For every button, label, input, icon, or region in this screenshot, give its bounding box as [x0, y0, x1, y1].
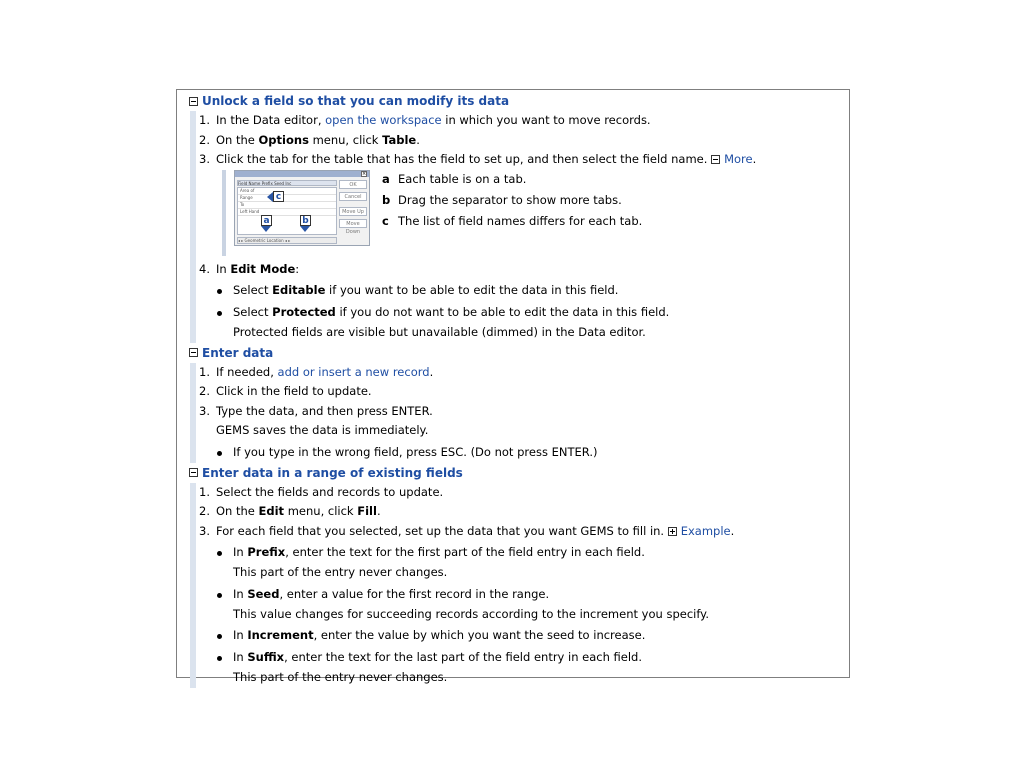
note-text-row [196, 668, 849, 688]
text: : [295, 261, 300, 276]
step-number: 1. [199, 113, 210, 127]
text: On the [216, 132, 259, 147]
step-item [196, 382, 849, 402]
step-item [196, 522, 849, 542]
callout-arrow [261, 226, 271, 232]
text: In [233, 586, 248, 601]
note-text: This value changes for succeeding records according to the increment you specify. [233, 606, 710, 621]
step-number: 3. [199, 523, 210, 538]
step-number: 1. [199, 484, 210, 499]
step-text [216, 111, 651, 131]
step-text [216, 502, 381, 522]
step-text [216, 363, 433, 383]
expand-icon[interactable] [668, 527, 677, 536]
step-number: 2. [199, 384, 210, 398]
bullet-icon [217, 441, 222, 463]
collapse-icon[interactable] [189, 97, 198, 106]
thumb-tabs: ◂ ▸ Geometric Location ◂ ▸ [237, 237, 337, 244]
section-header[interactable] [177, 463, 849, 483]
section-title[interactable]: Unlock a field so that you can modify its data [202, 94, 510, 108]
bold-term: Options [258, 132, 309, 147]
callout-c: c [273, 191, 284, 202]
step-item [196, 131, 849, 151]
bullet-item [196, 301, 849, 323]
note-text: Protected fields are visible but unavailable (dimmed) in the Data editor. [233, 325, 646, 339]
help-panel [176, 89, 850, 684]
bold-term: Prefix [247, 545, 286, 559]
note-text-row [196, 563, 849, 583]
bullet-text [233, 279, 618, 301]
text: . [376, 504, 381, 518]
text: In [216, 261, 231, 276]
text: , enter a value for the first record in the range. [279, 586, 550, 601]
text: . [416, 132, 420, 147]
legend-key: a [382, 171, 390, 186]
step-number: 1. [199, 364, 210, 379]
text: Select [233, 305, 273, 319]
step-item [196, 363, 849, 383]
step-number: 4. [199, 261, 210, 276]
bold-term: Seed [247, 586, 280, 601]
text: On the [216, 504, 259, 518]
collapse-icon[interactable] [189, 348, 198, 357]
bold-term: Editable [272, 283, 326, 297]
thumb-header: Field Name Prefix Seed Inc [237, 180, 337, 186]
bullet-item [196, 279, 849, 301]
section-title[interactable]: Enter data [202, 345, 274, 360]
bullet-text [233, 646, 642, 668]
section-body [190, 363, 849, 463]
dialog-thumbnail-image [234, 170, 370, 246]
example-link[interactable]: Example [680, 523, 731, 538]
more-link[interactable]: More [724, 152, 753, 166]
bullet-icon [217, 301, 222, 323]
text: . [429, 364, 434, 379]
bullet-icon [217, 646, 222, 668]
step-text [216, 260, 299, 280]
text: If needed, [216, 364, 278, 379]
bullet-item [196, 441, 849, 463]
close-icon: × [362, 170, 367, 177]
step-number: 3. [199, 403, 210, 418]
bold-term: Increment [247, 628, 314, 642]
note-text-row [196, 421, 849, 441]
note-text-row [196, 323, 849, 343]
bullet-item [196, 646, 849, 668]
section-header[interactable] [177, 91, 849, 111]
bullet-item [196, 624, 849, 646]
text: In [233, 650, 248, 664]
legend-text: Each table is on a tab. [398, 171, 527, 186]
bullet-text [233, 541, 645, 563]
text: Click the tab for the table that has the field to set up, and then select the field name. [216, 152, 712, 166]
add-record-link[interactable]: add or insert a new record [277, 364, 430, 379]
step-text [216, 150, 756, 170]
step-text [216, 522, 734, 542]
text: In the Data editor, [216, 113, 326, 127]
step-number: 2. [199, 132, 210, 147]
legend-text: The list of field names differs for each tab. [398, 213, 643, 228]
thumb-move-up-button: Move Up [339, 207, 367, 216]
note-text: This part of the entry never changes. [233, 670, 448, 684]
text: if you want to be able to edit the data in this field. [325, 283, 619, 297]
step-text: Select the fields and records to update. [216, 484, 444, 499]
bullet-icon [217, 279, 222, 301]
step-item [196, 111, 849, 131]
bullet-icon [217, 583, 222, 605]
step-number: 3. [199, 152, 210, 166]
section-body [190, 111, 849, 343]
bullet-text [233, 583, 549, 605]
bold-term: Protected [272, 305, 336, 319]
section-enter-range [177, 463, 849, 688]
thumb-cancel-button: Cancel [339, 192, 367, 201]
thumb-ok-button: OK [339, 180, 367, 189]
text: menu, click [284, 504, 358, 518]
text: menu, click [308, 132, 383, 147]
section-body [190, 483, 849, 688]
text: Select [233, 283, 273, 297]
section-unlock-field [177, 90, 849, 343]
bold-term: Suffix [247, 650, 285, 664]
bold-term: Edit [258, 504, 285, 518]
section-enter-data [177, 343, 849, 463]
step-number: 2. [199, 504, 210, 518]
bold-term: Edit Mode [230, 261, 296, 276]
text: in which you want to move records. [441, 113, 651, 127]
step-text: Click in the field to update. [216, 384, 372, 398]
bold-term: Fill [357, 504, 377, 518]
thumb-row: Area of [238, 188, 336, 195]
text: . [752, 152, 757, 166]
callout-b: b [300, 215, 311, 226]
text: In [233, 545, 248, 559]
step-text: Type the data, and then press ENTER. [216, 403, 433, 418]
text: For each field that you selected, set up the data that you want GEMS to fill in. [216, 523, 668, 538]
section-title[interactable]: Enter data in a range of existing fields [202, 465, 463, 480]
collapse-icon[interactable] [711, 155, 720, 164]
bullet-item [196, 541, 849, 563]
bullet-icon [217, 624, 222, 646]
callout-arrow [300, 226, 310, 232]
bullet-icon [217, 541, 222, 563]
thumb-row: Range [238, 195, 336, 202]
open-workspace-link[interactable]: open the workspace [325, 113, 442, 127]
thumb-grid [237, 187, 337, 235]
note-text: This part of the entry never changes. [233, 565, 448, 579]
step-item [196, 483, 849, 503]
bullet-text [233, 301, 669, 323]
step-item [196, 260, 849, 280]
callout-a: a [261, 215, 272, 226]
note-text: GEMS saves the data is immediately. [216, 423, 429, 437]
bold-term: Table [382, 132, 417, 147]
step-text [216, 131, 420, 151]
step-item [196, 402, 849, 422]
collapse-icon[interactable] [189, 468, 198, 477]
text: , enter the value by which you want the seed to increase. [313, 628, 646, 642]
thumb-move-down-button: Move Down [339, 219, 367, 228]
text: , enter the text for the last part of the field entry in each field. [284, 650, 643, 664]
bullet-text [233, 624, 645, 646]
title-bar [235, 171, 369, 177]
note-text-row [196, 605, 849, 625]
legend-key: b [382, 192, 391, 207]
bullet-item [196, 583, 849, 605]
step-item [196, 150, 849, 170]
text: , enter the text for the first part of the field entry in each field. [285, 545, 645, 559]
thumb-row: Left Hand [238, 209, 336, 216]
legend-key: c [382, 213, 389, 228]
legend-text: Drag the separator to show more tabs. [398, 192, 622, 207]
text: if you do not want to be able to edit the data in this field. [335, 305, 670, 319]
section-header[interactable] [177, 343, 849, 363]
step-item [196, 502, 849, 522]
text: In [233, 628, 248, 642]
bullet-text: If you type in the wrong field, press ESC. (Do not press ENTER.) [233, 444, 598, 459]
thumb-row: To [238, 202, 336, 209]
text: . [730, 523, 735, 538]
table-dialog-illustration [222, 170, 849, 256]
